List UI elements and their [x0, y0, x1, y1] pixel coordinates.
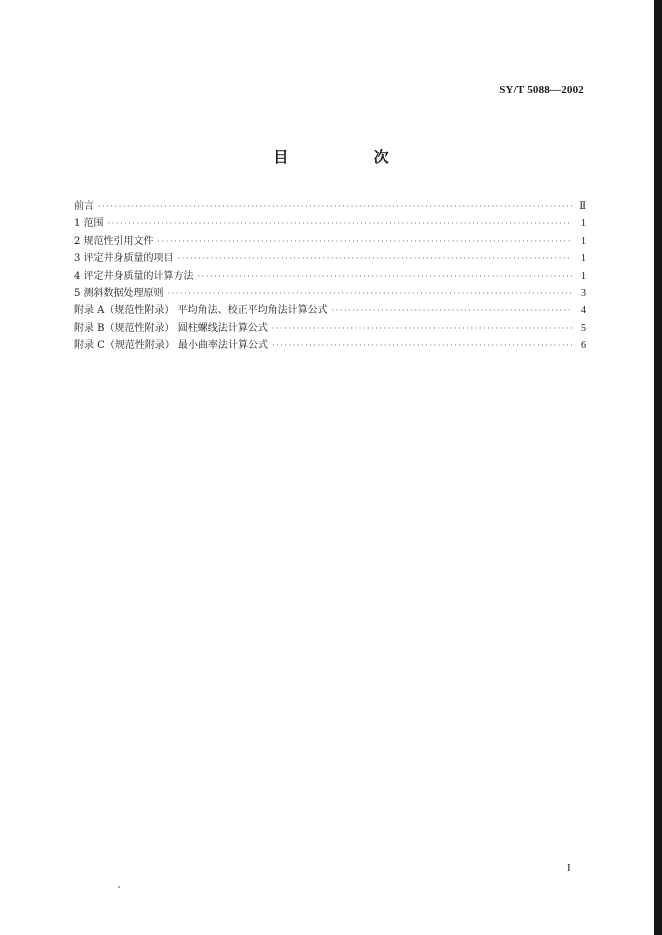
leader-dots	[158, 233, 572, 250]
toc-entry-annex-b[interactable]	[74, 320, 586, 337]
leader-dots	[108, 215, 572, 232]
toc-entry-page: 3	[581, 287, 586, 299]
toc-entry-label: 2 规范性引用文件	[74, 235, 154, 247]
scan-edge-shadow	[654, 0, 662, 935]
toc-entry-page: 6	[581, 340, 586, 352]
toc-entry-label: 前言	[74, 201, 94, 212]
toc-entry-page: 1	[581, 253, 586, 265]
leader-dots	[272, 337, 572, 354]
leader-dots	[178, 250, 572, 267]
toc-entry-label: 1 范围	[74, 218, 104, 230]
toc-entry-label: 5 测斜数据处理原则	[74, 287, 164, 299]
leader-dots	[332, 302, 572, 319]
toc-entry-normative-references[interactable]	[74, 233, 586, 250]
page-title: 目 次	[273, 148, 429, 166]
toc-entry-page: Ⅱ	[579, 201, 586, 212]
toc-entry-page: 1	[581, 235, 586, 247]
leader-dots	[168, 285, 572, 302]
toc-entry-label: 附录 B（规范性附录） 圆柱螺线法计算公式	[74, 322, 268, 334]
leader-dots	[198, 268, 572, 285]
standard-code: SY/T 5088—2002	[499, 84, 584, 96]
toc-entry-label: 3 评定井身质量的项目	[74, 253, 174, 265]
page-number: I	[567, 862, 571, 874]
toc-entry-label: 附录 C（规范性附录） 最小曲率法计算公式	[74, 340, 269, 352]
toc-entry-evaluation-items[interactable]	[74, 250, 586, 267]
toc-entry-calculation-methods[interactable]	[74, 268, 586, 285]
leader-dots	[98, 198, 572, 215]
toc-entry-survey-data-principles[interactable]	[74, 285, 586, 302]
toc-entry-label: 4 评定井身质量的计算方法	[74, 270, 194, 282]
leader-dots	[272, 320, 572, 337]
scan-speck	[118, 886, 120, 888]
toc-entry-label: 附录 A（规范性附录） 平均角法、校正平均角法计算公式	[74, 305, 328, 317]
toc-entry-annex-a[interactable]	[74, 302, 586, 319]
toc-entry-page: 4	[581, 305, 586, 317]
toc-entry-page: 5	[581, 322, 586, 334]
table-of-contents	[74, 198, 586, 355]
toc-entry-foreword[interactable]	[74, 198, 586, 215]
toc-entry-scope[interactable]	[74, 215, 586, 232]
toc-entry-annex-c[interactable]	[74, 337, 586, 354]
toc-entry-page: 1	[581, 270, 586, 282]
toc-entry-page: 1	[581, 218, 586, 230]
